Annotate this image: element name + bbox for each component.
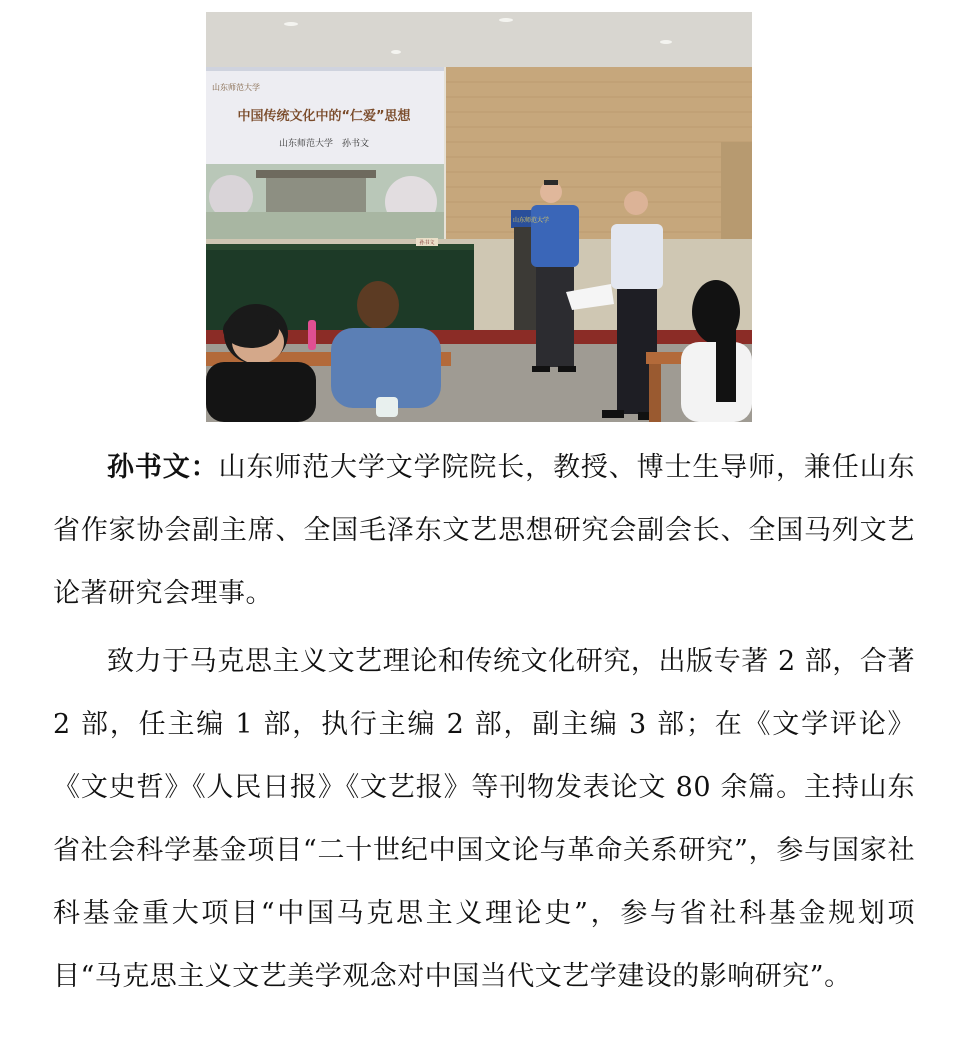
biography xyxy=(53,436,915,1008)
person-name: 孙书文： xyxy=(107,452,219,483)
lecture-scene xyxy=(206,12,752,422)
slide-subtitle: 山东师范大学 孙书文 xyxy=(278,139,370,149)
slide-title: 中国传统文化中的“仁爱”思想 xyxy=(237,109,411,124)
bio-intro-text: 山东师范大学文学院院长，教授、博士生导师，兼任山东省作家协会副主席、全国毛泽东文艺思想研究会副会长、全国马列文艺论著研究会理事。 xyxy=(53,452,915,609)
lecture-photo xyxy=(206,12,752,422)
podium-sign: 山东师范大学 xyxy=(512,217,550,224)
bio-works-paragraph: 致力于马克思主义文艺理论和传统文化研究，出版专著 2 部，合著 2 部，任主编 1 部，执行主编 2 部，副主编 3 部；在《文学评论》《文史哲》《人民日报》《文艺报》等刊物发表论文 80 余篇。主持山东省社会科学基金项目“二十世纪中国文论与革命关系研究”，参与国家社科基金重大项目“中国马克思主义理论史”，参与省社科基金规划项目“马克思主义文艺美学观念对中国当代文艺学建设的影响研究”。 xyxy=(53,646,915,992)
nameplate: 孙书文 xyxy=(419,240,435,246)
bio-intro-paragraph xyxy=(53,436,915,625)
slide-logo-text: 山东师范大学 xyxy=(212,83,260,92)
